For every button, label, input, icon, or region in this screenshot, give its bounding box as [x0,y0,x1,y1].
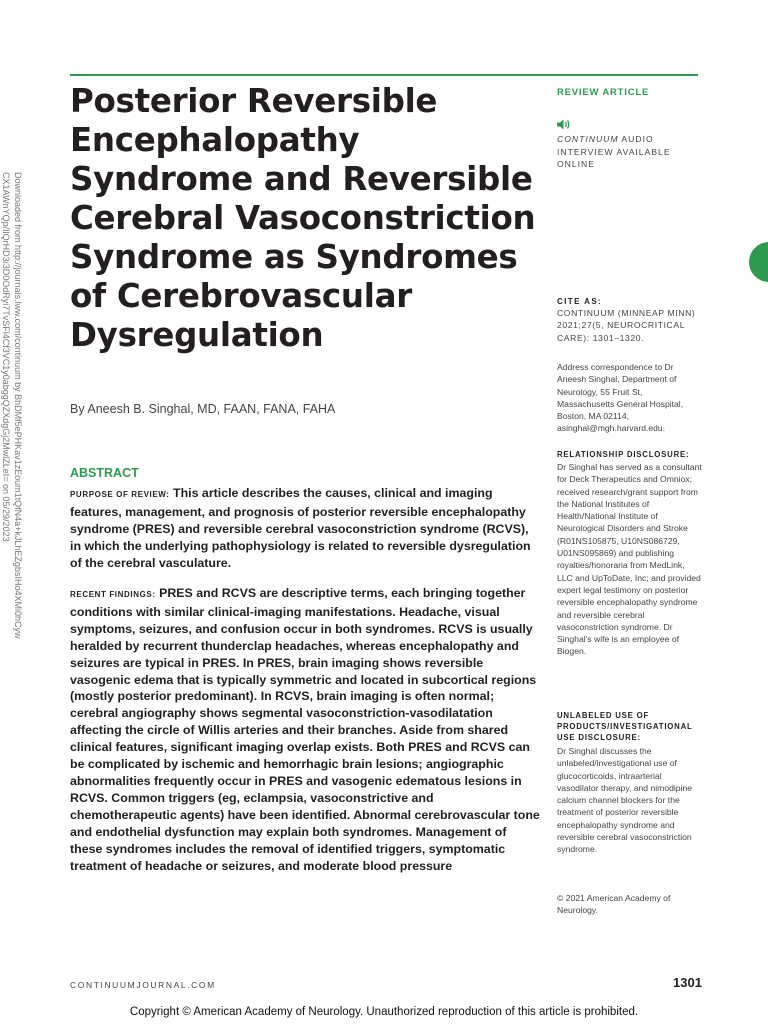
purpose-paragraph [70,485,540,572]
audio-text: AUDIO INTERVIEW AVAILABLE ONLINE [557,134,671,169]
abstract-heading: ABSTRACT [70,466,139,480]
relationship-heading: RELATIONSHIP DISCLOSURE: [557,450,690,459]
relationship-text: Dr Singhal has served as a consultant for Deck Therapeutics and Omniox; received research/grant support from the National Institutes of Health/National Institute of Neurological Disorders and Stroke (R01NS105875, U10NS086729, U01NS095869) and publishing royalties/honoraria from MedLink, LLC and UpToDate, Inc; and provided expert legal testimony on posterior reversible encephalopathy syndrome and reversible cerebral vasoconstriction syndrome. Dr Singhal's wife is an employee of Biogen. [557,462,702,657]
aan-copyright-note: © 2021 American Academy of Neurology. [557,893,671,916]
download-line-2: CX1AWnYQp/IlQrHD3i3D0OdRyi7TvSFl4Cf3VC1y0abggQZXdgGj2MwlZLeI= on 05/29/2023 [1,172,11,542]
unlabeled-use-heading: UNLABELED USE OF PRODUCTS/INVESTIGATIONAL USE DISCLOSURE: [557,711,693,742]
audio-interview-note[interactable] [557,133,702,171]
correspondence-address: Address correspondence to Dr Aneesh Singhal, Department of Neurology, 55 Fruit St, Massachusetts General Hospital, Boston, MA 02114, asinghal@mgh.harvard.edu. [557,362,684,434]
findings-label: RECENT FINDINGS: [70,590,156,599]
audio-journal-name: CONTINUUM [557,134,619,144]
speaker-icon[interactable] [557,119,571,130]
cite-heading: CITE AS: [557,297,603,306]
page-number: 1301 [673,975,702,990]
purpose-label: PURPOSE OF REVIEW: [70,490,170,499]
purpose-text: This article describes the causes, clinical and imaging features, management, and prognosis of posterior reversible encephalopathy syndrome (PRES) and reversible cerebral vasoconstriction syndrome (RCVS), in which the underlying pathophysiology is related to reversible dysregulation of the cerebral vasculature. [70,486,531,570]
cite-text: CONTINUUM (MINNEAP MINN) 2021;27(5, NEUROCRITICAL CARE): 1301–1320. [557,308,696,343]
review-article-label: REVIEW ARTICLE [557,87,650,98]
copyright-notice: Copyright © American Academy of Neurology. Unauthorized reproduction of this article is prohibited. [129,1006,639,1018]
findings-paragraph [70,585,540,874]
byline: By Aneesh B. Singhal, MD, FAAN, FANA, FAHA [70,402,336,416]
section-tab-marker [749,242,768,282]
top-rule [70,74,698,76]
unlabeled-use-text: Dr Singhal discusses the unlabeled/investigational use of glucocorticoids, intraarterial vasodilator therapy, and nimodipine calcium channel blockers for the treatment of posterior reversible encephalopathy syndrome and reversible cerebral vasoconstriction syndrome. [557,746,693,855]
journal-url[interactable]: CONTINUUMJOURNAL.COM [70,980,216,990]
download-line-1: Downloaded from http://journals.lww.com/continuum by BhDMf5ePHKav1zEoum1tQfN4a+kJLhEZgbsIHo4XMi0hCyw [13,172,23,639]
article-title: Posterior Reversible Encephalopathy Syndrome and Reversible Cerebral Vasoconstriction Syndrome as Syndromes of Cerebrovascular Dysregulation [70,82,536,354]
findings-text: PRES and RCVS are descriptive terms, each bringing together conditions with similar clinical-imaging manifestations. Headache, visual symptoms, seizures, and confusion occur in both syndromes. RCVS is usually heralded by recurrent thunderclap headaches, whereas encephalopathy and seizures are typical in PRES. In PRES, brain imaging shows reversible vasogenic edema that is typically symmetric and located in subcortical regions (mostly posterior predominant). In RCVS, brain imaging is often normal; cerebral angiography shows segmental vasoconstriction-vasodilatation affecting the circle of Willis arteries and their branches. Aside from shared clinical features, significant imaging overlap exists. Both PRES and RCVS can be complicated by ischemic and hemorrhagic brain lesions; angiographic abnormalities frequently occur in PRES and vasogenic edematous lesions in RCVS. Common triggers (eg, eclampsia, vasoconstrictive and chemotherapeutic agents) have been identified. Abnormal cerebrovascular tone and endothelial dysfunction may explain both syndromes. Management of these syndromes includes the removal of identified triggers, symptomatic treatment of headache or seizures, and moderate blood pressure [70,586,540,873]
download-watermark [0,0,48,1024]
